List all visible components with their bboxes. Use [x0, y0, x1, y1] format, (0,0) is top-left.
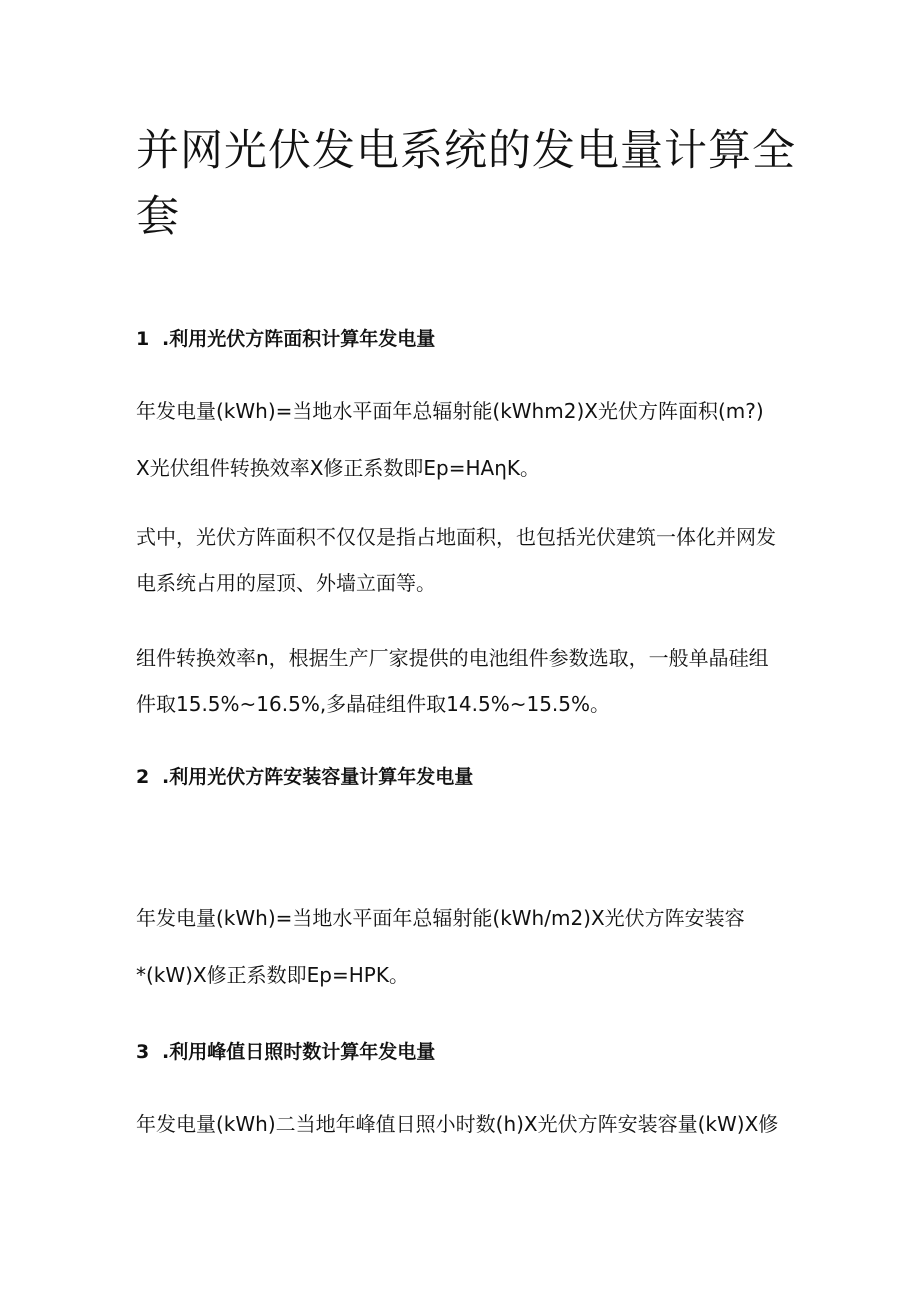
- section-heading-text: .利用峰值日照时数计算年发电量: [162, 1041, 436, 1063]
- section-number: 2: [136, 766, 150, 788]
- paragraph-line: 电系统占用的屋顶、外墙立面等。: [136, 571, 436, 595]
- section-number: 1: [136, 328, 150, 350]
- paragraph-line: 式中，光伏方阵面积不仅仅是指占地面积，也包括光伏建筑一体化并网发: [136, 525, 776, 549]
- document-title: 并网光伏发电系统的发电量计算全套: [136, 126, 796, 242]
- section-number: 3: [136, 1041, 150, 1063]
- paragraph-line: 年发电量(kWh)=当地水平面年总辐射能(kWhm2)X光伏方阵面积(m?): [136, 399, 764, 423]
- paragraph-line: 件取15.5%~16.5%,多晶硅组件取14.5%~15.5%。: [136, 692, 611, 716]
- section-heading-text: .利用光伏方阵面积计算年发电量: [162, 328, 436, 350]
- section-heading-3: [136, 1039, 435, 1065]
- paragraph-line: 年发电量(kWh)=当地水平面年总辐射能(kWh/m2)X光伏方阵安装容: [136, 906, 745, 930]
- paragraph-line: 年发电量(kWh)二当地年峰值日照小时数(h)X光伏方阵安装容量(kW)X修: [136, 1112, 779, 1136]
- paragraph-line: 组件转换效率n，根据生产厂家提供的电池组件参数选取，一般单晶硅组: [136, 646, 769, 670]
- section-heading-2: [136, 764, 473, 790]
- section-heading-text: .利用光伏方阵安装容量计算年发电量: [162, 766, 474, 788]
- paragraph-line: *(kW)X修正系数即Ep=HPK。: [136, 963, 409, 987]
- paragraph-line: X光伏组件转换效率X修正系数即Ep=HAηK。: [136, 456, 541, 480]
- section-heading-1: [136, 326, 435, 352]
